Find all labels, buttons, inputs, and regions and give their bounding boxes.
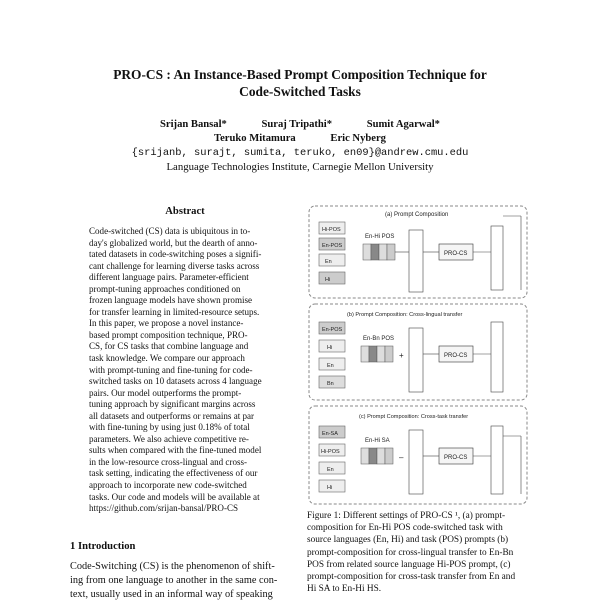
- panel-a: [309, 206, 527, 298]
- input-label: En: [325, 259, 332, 265]
- panel-c-title: (c) Prompt Composition: Cross-task transfer: [359, 414, 469, 420]
- abstract-line: with fine-tuning by using just 0.18% of total: [89, 422, 250, 433]
- abstract-line: In this paper, we propose a novel instance-: [89, 318, 244, 329]
- prompt-vector: [361, 448, 393, 464]
- prompt-label: En-Hi SA: [365, 438, 390, 444]
- author-row-1: [0, 118, 600, 132]
- caption-line: Figure 1: Different settings of PRO-CS ¹, (a) prompt-: [307, 511, 506, 521]
- input-box: [319, 272, 345, 284]
- panel-c-inputs: [319, 426, 345, 492]
- abstract-body: [89, 226, 281, 515]
- panel-c: [309, 406, 527, 504]
- input-label: Bn: [327, 381, 334, 387]
- prompt-label: En-Bn POS: [363, 336, 395, 342]
- input-label: En: [327, 467, 334, 473]
- abstract-line: task setting, indicating the effectiveness of our: [89, 468, 258, 479]
- author-name: Srijan Bansal*: [160, 119, 227, 130]
- paper-title: [0, 66, 600, 100]
- abstract-line: in the low-resource cross-lingual and cross-: [89, 456, 248, 467]
- introduction-body: [70, 560, 288, 602]
- title-line-2: Code-Switched Tasks: [239, 84, 361, 99]
- input-label: En: [327, 363, 334, 369]
- prompt-vector: [363, 244, 395, 260]
- input-label: Hi-POS: [322, 227, 341, 233]
- abstract-line: tuning approach by significant margins across: [89, 399, 256, 410]
- input-label: Hi: [327, 345, 333, 351]
- minus-symbol: –: [399, 453, 404, 462]
- abstract-line: for transfer learning in limited-resource setups.: [89, 306, 260, 317]
- input-box: [319, 254, 345, 266]
- caption-line: prompt-composition for cross-lingual transfer to En-Bn: [307, 547, 514, 558]
- title-line-1: PRO-CS : An Instance-Based Prompt Composition Technique for: [113, 67, 487, 82]
- author-name: Suraj Tripathi*: [261, 119, 333, 130]
- plus-symbol: +: [399, 351, 404, 360]
- abstract-line: task knowledge. We compare our approach: [89, 353, 245, 364]
- output-block: [491, 426, 503, 494]
- attention-block: [409, 430, 423, 494]
- caption-line: source languages (En, Hi) and task (POS) prompts (b): [307, 535, 509, 546]
- panel-b: [309, 304, 527, 400]
- vector-cell: [361, 448, 369, 464]
- vector-cell: [369, 346, 377, 362]
- attention-block: [409, 328, 423, 392]
- panel-b-inputs: [319, 322, 345, 388]
- prompt-vector: [361, 346, 393, 362]
- abstract-line: CS, for CS tasks that combine language and: [89, 341, 249, 352]
- abstract-line: cant challenge for learning diverse tasks across: [89, 260, 260, 271]
- abstract-line: based prompt composition technique, PRO-: [89, 329, 248, 340]
- abstract-line: pairs. Our model outperforms the prompt-: [89, 387, 242, 398]
- abstract-line: all datasets and outperforms or remains at par: [89, 410, 255, 421]
- abstract-line: switched tasks on 10 datasets across 4 language: [89, 376, 262, 387]
- vector-cell: [385, 346, 393, 362]
- model-label: PRO-CS: [444, 251, 468, 257]
- model-label: PRO-CS: [444, 455, 468, 461]
- introduction-line: ing from one language to another in the same con-: [70, 575, 278, 586]
- abstract-line: approach to incorporate new code-switched: [89, 480, 247, 491]
- vector-cell: [361, 346, 369, 362]
- input-label: Hi: [325, 277, 331, 283]
- abstract-line: sults when compared with the fine-tuned model: [89, 445, 262, 456]
- input-label: Hi-POS: [321, 449, 340, 455]
- author-row-2: [0, 132, 600, 146]
- author-list: [0, 118, 600, 146]
- vector-cell: [387, 244, 395, 260]
- abstract-line: tasks. Our code and models will be available at: [89, 491, 260, 502]
- panel-a-inputs: [319, 222, 345, 284]
- vector-cell: [363, 244, 371, 260]
- abstract-line: https://github.com/srijan-bansal/PRO-CS: [89, 503, 239, 514]
- vector-cell: [377, 448, 385, 464]
- abstract-line: day's globalized world, but the dearth of anno-: [89, 237, 258, 248]
- vector-cell: [379, 244, 387, 260]
- output-block: [491, 322, 503, 392]
- caption-line: Hi SA to En-Hi HS.: [307, 584, 382, 595]
- abstract-line: different language pairs. Parameter-efficient: [89, 272, 249, 283]
- vector-cell: [371, 244, 379, 260]
- caption-line: POS from related source language Hi-POS prompt, (c): [307, 559, 511, 570]
- section-heading: 1 Introduction: [70, 541, 136, 552]
- abstract-line: Code-switched (CS) data is ubiquitous in to-: [89, 226, 251, 236]
- panel-b-title: (b) Prompt Composition: Cross-lingual transfer: [347, 312, 463, 318]
- prompt-label: En-Hi POS: [365, 234, 395, 240]
- input-label: En-POS: [322, 243, 343, 249]
- author-name: Sumit Agarwal*: [366, 119, 440, 130]
- abstract-line: prompt-tuning approaches conditioned on: [89, 283, 241, 294]
- caption-line: composition for En-Hi POS code-switched task with: [307, 523, 503, 534]
- vector-cell: [377, 346, 385, 362]
- figure-1-diagram: [307, 204, 529, 506]
- vector-cell: [369, 448, 377, 464]
- abstract-line: parameters. We also achieve competitive re-: [89, 433, 249, 444]
- input-label: Hi: [327, 485, 333, 491]
- panel-a-title: (a) Prompt Composition: [385, 212, 449, 218]
- introduction-line: text, usually used in an informal way of speaking: [70, 589, 273, 600]
- abstract-line: tated datasets in code-switching poses a signifi-: [89, 249, 262, 260]
- vector-cell: [385, 448, 393, 464]
- abstract-heading: Abstract: [165, 206, 205, 217]
- introduction-line: Code-Switching (CS) is the phenomenon of shift-: [70, 561, 275, 572]
- affiliation: Language Technologies Institute, Carnegie Mellon University: [166, 161, 434, 173]
- figure-caption: [307, 510, 531, 595]
- author-name: Eric Nyberg: [330, 133, 386, 144]
- caption-line: prompt-composition for cross-task transfer from En and: [307, 572, 516, 583]
- attention-block: [409, 230, 423, 292]
- abstract-line: frozen language models have shown promise: [89, 295, 253, 306]
- input-label: En-POS: [322, 327, 343, 333]
- author-emails: {srijanb, surajt, sumita, teruko, en09}@andrew.cmu.edu: [131, 147, 469, 159]
- input-label: En-SA: [322, 431, 338, 437]
- model-label: PRO-CS: [444, 353, 468, 359]
- output-block: [491, 226, 503, 290]
- abstract-line: with prompt-tuning and fine-tuning for code-: [89, 364, 253, 375]
- author-name: Teruko Mitamura: [214, 133, 296, 144]
